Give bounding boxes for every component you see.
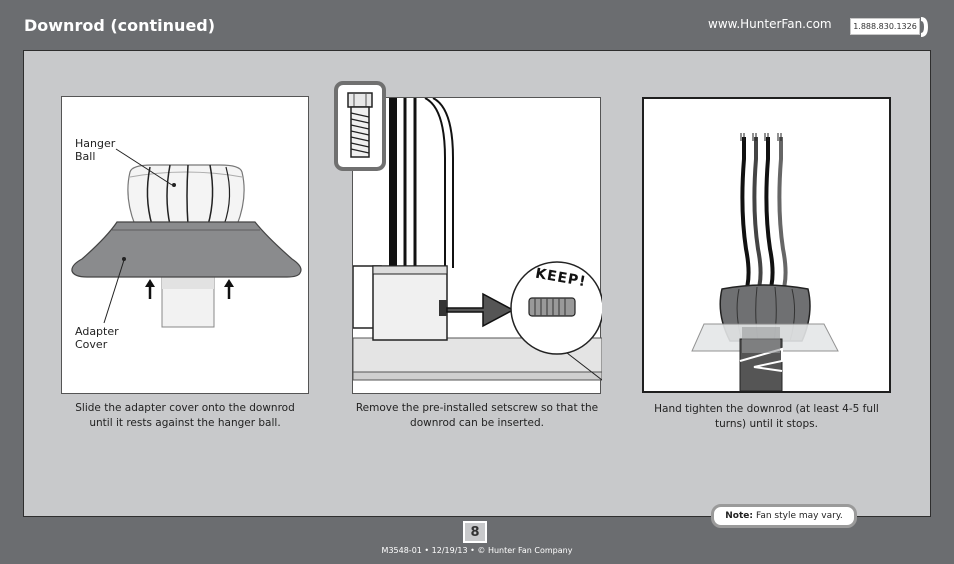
- figure-1-caption: Slide the adapter cover onto the downrod until it rests against the hanger ball.: [75, 402, 295, 429]
- hanger-ball-label: Hanger Ball: [75, 137, 116, 163]
- note-box: [711, 504, 857, 528]
- figure-downrod-tighten: [642, 97, 891, 393]
- phone-number-box: [850, 18, 920, 35]
- page-number: 8: [463, 521, 487, 543]
- website-url: www.HunterFan.com: [708, 17, 832, 31]
- phone-number: 1.888.830.1326: [853, 22, 917, 31]
- setscrew-icon: [338, 85, 382, 167]
- note-label: Note:: [725, 511, 753, 521]
- downrod-tighten-illustration: [644, 99, 889, 391]
- figure-adapter-cover: [61, 96, 309, 394]
- figure-2-caption: Remove the pre-installed setscrew so that the downrod can be inserted.: [355, 402, 599, 429]
- phone-icon: [918, 15, 930, 39]
- page-header-title: Downrod (continued): [24, 16, 216, 35]
- adapter-cover-label: Adapter Cover: [75, 325, 119, 351]
- footer-text: M3548-01 • 12/19/13 • © Hunter Fan Company: [381, 546, 573, 555]
- keep-badge: KEEP!: [534, 265, 588, 291]
- note-text: Fan style may vary.: [755, 511, 843, 521]
- setscrew-callout: [334, 81, 386, 171]
- figure-3-caption: Hand tighten the downrod (at least 4-5 full turns) until it stops.: [654, 403, 879, 430]
- figure-setscrew: [352, 97, 601, 394]
- setscrew-illustration: [353, 98, 602, 395]
